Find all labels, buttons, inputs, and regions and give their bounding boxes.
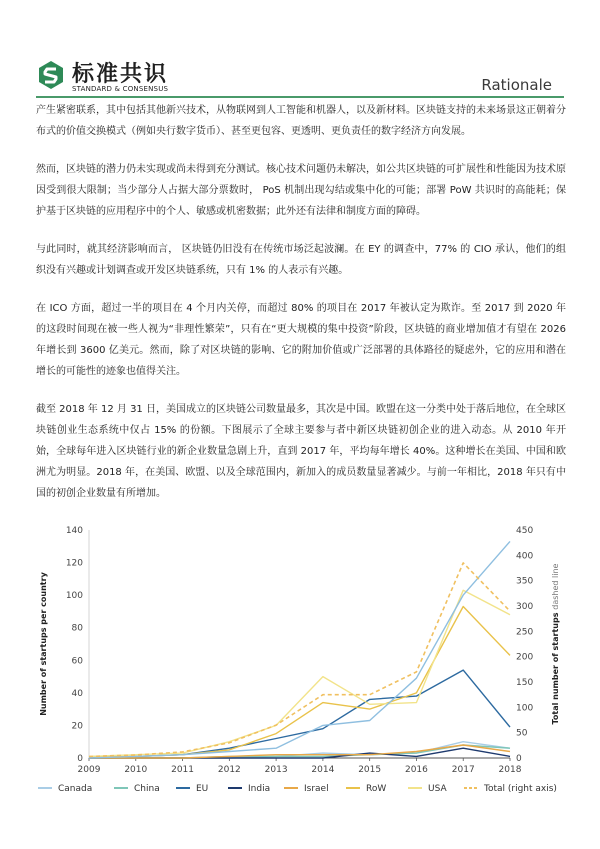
legend-label: China bbox=[134, 784, 160, 794]
y2-tick-label: 200 bbox=[516, 652, 534, 663]
section-label: Rationale bbox=[481, 76, 552, 94]
series-line bbox=[89, 670, 510, 758]
y-tick-label: 100 bbox=[65, 591, 83, 602]
y2-tick-label: 150 bbox=[516, 678, 534, 688]
logo-text-chinese: 标准共识 bbox=[72, 62, 169, 87]
chart-legend bbox=[38, 784, 557, 794]
legend-label: India bbox=[248, 784, 271, 794]
y-tick-label: 140 bbox=[65, 526, 83, 536]
chart-axes bbox=[89, 530, 510, 758]
x-tick-label: 2009 bbox=[77, 765, 101, 775]
y-tick-label: 0 bbox=[77, 754, 83, 764]
legend-label: RoW bbox=[366, 784, 387, 794]
series-line bbox=[89, 541, 510, 758]
y2-tick-label: 250 bbox=[516, 627, 534, 638]
y-axis-ticks bbox=[66, 526, 83, 764]
legend-label: EU bbox=[196, 784, 209, 794]
legend-label: Total (right axis) bbox=[484, 784, 557, 794]
x-tick-label: 2012 bbox=[217, 765, 241, 775]
y-tick-label: 120 bbox=[65, 558, 83, 569]
y-tick-label: 20 bbox=[71, 721, 83, 732]
y2-tick-label: 300 bbox=[516, 602, 534, 612]
series-line bbox=[89, 563, 510, 757]
legend-label: Canada bbox=[58, 784, 93, 794]
y2-axis-title bbox=[551, 563, 560, 724]
page-header bbox=[0, 0, 600, 100]
x-tick-label: 2014 bbox=[311, 765, 335, 775]
body-text bbox=[36, 100, 566, 521]
paragraph: 截至 2018 年 12 月 31 日，美国成立的区块链公司数量最多，其次是中国。欧盟在这一分类中处于落后地位，在全球区块链创业生态系统中仅占 15% 的份额。下图展示了全球主要参与者中新区块链初创企业的进入动态。从 2010 年开始，全球每年进入区块链行业的新企业数量急剧上升，直到 2017 年，平均每年增长 40%。这种增长在美国、中国和欧洲尤为明显。2018 年，在美国、欧盟、以及全球范围内，新加入的成员数量显著减少。与前一年相比，2018 年只有中国的初创企业数量有所增加。 bbox=[36, 404, 566, 499]
x-tick-label: 2015 bbox=[358, 765, 382, 775]
x-tick-label: 2016 bbox=[404, 765, 428, 775]
y2-tick-label: 400 bbox=[516, 551, 534, 562]
paragraph: 在 ICO 方面，超过一半的项目在 4 个月内关停，而超过 80% 的项目在 2017 年被认定为欺诈。至 2017 到 2020 年的这段时间现在被一些人视为“非理性繁荣”，只有在“更大规模的集中投资”阶段，区块链的商业增加值才有望在 2026 年增长到 3600 亿美元。然而，除了对区块链的影响、它的附加价值或广泛部署的具体路径的疑虑外，它的应用和潜在增长的可能性的迹象也值得关注。 bbox=[36, 303, 566, 377]
startups-line-chart bbox=[28, 520, 572, 800]
y2-tick-label: 0 bbox=[516, 754, 522, 764]
x-tick-label: 2018 bbox=[498, 765, 522, 775]
y2-tick-label: 100 bbox=[516, 703, 534, 714]
header-divider bbox=[36, 96, 564, 98]
x-tick-label: 2013 bbox=[264, 765, 288, 775]
y2-tick-label: 50 bbox=[516, 728, 528, 739]
paragraph: 与此同时，就其经济影响而言， 区块链仍旧没有在传统市场泛起波澜。在 EY 的调查中，77% 的 CIO 承认，他们的组织没有兴趣或计划调查或开发区块链系统，只有 1% 的人表示有兴趣。 bbox=[36, 244, 566, 276]
logo-icon bbox=[36, 60, 66, 90]
series-lines bbox=[89, 541, 510, 758]
y2-axis-ticks bbox=[516, 526, 533, 764]
y-tick-label: 80 bbox=[71, 623, 83, 634]
y-axis-title: Number of startups per country bbox=[39, 572, 48, 716]
paragraph: 然而，区块链的潜力仍未实现或尚未得到充分测试。核心技术问题仍未解决，如公共区块链的可扩展性和性能因为技术原因受到很大限制；当少部分人占据大部分票数时， PoS 机制出现勾结或集中化的可能；部署 PoW 共识时的高能耗；保护基于区块链的应用程序中的个人、敏感或机密数据；此外还有法律和制度方面的障碍。 bbox=[36, 164, 566, 217]
y2-axis-title-note: dashed line bbox=[551, 563, 560, 610]
series-line bbox=[89, 590, 510, 756]
x-tick-label: 2010 bbox=[124, 765, 148, 775]
y2-tick-label: 350 bbox=[516, 576, 534, 587]
paragraph: 产生紧密联系，其中包括其他新兴技术，从物联网到人工智能和机器人，以及新材料。区块链支持的未来场景这正朝着分布式的价值交换模式（例如央行数字货币）、甚至更包容、更透明、更负责任的数字经济方向发展。 bbox=[36, 105, 566, 137]
y-tick-label: 60 bbox=[71, 656, 83, 667]
logo-text-english: STANDARD & CONSENSUS bbox=[72, 85, 169, 93]
x-axis-ticks bbox=[78, 758, 522, 775]
legend-label: USA bbox=[428, 784, 447, 794]
legend-label: Israel bbox=[304, 784, 329, 794]
x-tick-label: 2017 bbox=[451, 765, 475, 775]
y2-tick-label: 450 bbox=[516, 526, 534, 536]
y-tick-label: 40 bbox=[71, 688, 83, 699]
x-tick-label: 2011 bbox=[171, 765, 195, 775]
y2-axis-title-main: Total number of startups bbox=[551, 612, 560, 725]
